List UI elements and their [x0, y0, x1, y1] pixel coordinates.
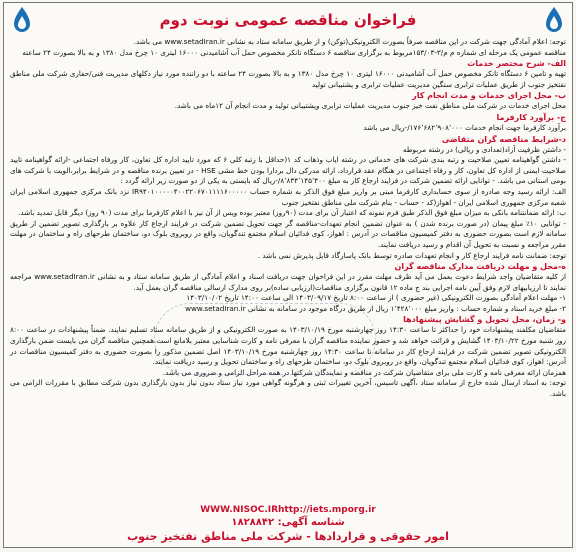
id-card-note: همزمان ارائه معرفی نامه و کارت ملی برای متقاضیان شرکت در مناقصه و نمایندگان شرکتها در همه مراحل الزامی و ضروری می باشد. — [162, 367, 566, 377]
requirement-capacity: - داشتن ظرفیت آزاد(تعدادی و ریالی) در رشته مربوطه — [402, 144, 566, 154]
submission-text: متقاضیان مکلفند پیشنهادات خود را حداکثر تا ساعت ۱۴:۳۰ روز چهارشنبه مورخ ۱۴۰۳/۱۰/۱۹ به صورت الکترونیکی و از طریق سامانه ستاد تسلیم نمایند. ضمناً پیشنهادات در ساعت ۸:۰۰ روز شنبه مورخ ۱۴۰۳/۱۰/۲۲ گشایش و قرائت خواهد شد و حضور نماینده مناقصه گران با معرفی نامه و کارت شناسایی معتبر بلامانع است.همچنین مناقصه گران می بایست ضمن بارگذاری الکترونیکی تصویر تضمین شرکت در فرایند ارجاع کار در سامانه تا ساعت ۱۴:۳۰ روز چهارشنبه مورخ ۱۴۰۳/۱۰/۱۹ اصل تضمین مذکور را بصورت حضوری به دفتر کمیسیون مناقصات در آدرس: اهواز، کوی فدائیان اسلام مجتمع تندگویان، واقع در روبروی بلوک دو، ساختمان طرحهای راه و ساختمان تحویل و رسید دریافت نمایند. — [10, 325, 567, 367]
final-note: توجه: به اسناد ارسال شده خارج از سامانه ستاد ،آگهی تاسیس، آخرین تغییرات ثبتی و هرگونه گواهی مورد نیاز ستاد بدون نیاز بدون بارگذاری بدون شرکت مطابق با مقررات الزامی می باشد. — [10, 378, 566, 399]
deadline-text: ۱- مهلت اعلام آمادگی بصورت الکترونیکی (غیر حضوری ) از ساعت ۸:۰۰ تاریخ ۱۴۰۳/۰۹/۱۷ الی ساعت ۱۴:۰۰ تاریخ ۱۴۰۳/۱۰/۰۲ — [186, 293, 566, 303]
notice-body — [4, 37, 572, 400]
issuer-org: امور حقوقی و قراردادها - شرکت ملی مناطق نفتخیز جنوب — [127, 530, 449, 543]
employer-estimate: برآورد کارفرما جهت انجام خدمات ۱۷۶٬۶۸۲٬۹۰۸٬۰۰۰/-ریال می باشد — [363, 122, 566, 132]
tender-description: مناقصه عمومی یک مرحله ای شماره م م/۳-۱۵۳/۰۳مربوط به برگزاری مناقصه ۶ دستگاه تانکر مخصوص حمل آب آشامیدنی ۱۶۰۰۰ لیتری ۱۰ چرخ مدل ۱۳۸۰ و به بالا بصورت ۲۴ ساعته — [22, 47, 566, 57]
tender-notice-page — [3, 2, 573, 548]
notice-footer — [4, 505, 572, 543]
ad-code: شناسه آگهی: ۱۸۲۸۸۴۲ — [231, 517, 345, 528]
section-be-heading: ب- محل اجرای خدمات و مدت انجام کار — [412, 91, 566, 101]
pasargad-note: توجه: ضمانت نامه فرایند ارجاع کار و انجام تعهدات صادره توسط بانک پاسارگاد قابل پذیرش نمی باشد . — [257, 250, 566, 260]
section-he-heading: ه-محل و مهلت دریافت مدارک مناقصه گران — [394, 262, 566, 272]
guarantee-option-b: ب: ارائه ضمانتنامه بانکی به میزان مبلغ فوق الذکر طبق فرم نمونه که اعتبار آن برای مدت (۹۰روز) معتبر بوده ویس از آن نیز با اعلام کارفرما برای مدت (۹۰ روز) دیگر قابل تمدید باشد. — [18, 208, 566, 218]
section-vav-heading: و- زمان، محل تحویل و گشایش پیشنهادها — [403, 315, 566, 325]
notice-header — [4, 3, 572, 37]
nioc-logo-icon — [10, 6, 34, 34]
document-fee-text: ۲- مبلغ خرید اسناد و شماره حساب : واریز مبلغ ۱٬۴۲۸٬۰۰۰ ریال از طریق درگاه موجود در سامانه به نشانی www.setadIran.ir — [185, 303, 566, 313]
guarantee-option-a: الف: ارائه رسید وجه صادره از سوی حسابداری کارفرما مبنی بر واریز مبلغ فوق الذکر به شماره حساب IR۹۴۰۱۰۰۰۰۰۴۰۰۲۲۰۶۷۰۱۱۱۱۶۰۰۰۰۰ نزد بانک مرکزی جمهوری اسلامی ایران شعبه مرکزی جمهوری اسلامی ایران - اهواز(کد - حساب - بنام شرکت ملی مناطق نفتخیز جنوب — [10, 186, 566, 207]
service-location: محل اجرای خدمات در شرکت ملی مناطق نفت خیز جنوب مدیریت عملیات ترابری وپشتیبانی تولید و مدت انجام آن ۱۲ماه می باشد. — [174, 101, 566, 111]
notice-title: فراخوان مناقصه عمومی نوبت دوم — [159, 11, 417, 29]
invitation-text: از کلیه متقاضیان واجد شرایط دعوت بعمل می آید ظرف مهلت مقرر در این فراخوان جهت دریافت اسناد و اعلام آمادگی از طریق سامانه ستاد و به نشانی www.setadIran.ir مراجعه نمایند تا ارزیابیهای لازم وفق آیین نامه اجرایی بند ج ماده ۱۲ قانون برگزاری مناقصات(ارزیابی ساده)بر روی مدارک ارسالی مناقصه گران بعمل آید. — [10, 272, 566, 292]
performance-guarantee: - توانایی ۱۰٪ مبلغ پیمان (در صورت برنده شدن ) به عنوان تضمین انجام تعهدات-مناقصه گر جهت تحویل تضمین شرکت در فرایند ارجاع کار علاوه بر بارگذاری تصویر تضمین از طریق سامانه لازم است بصورت حضوری به دفتر کمیسیون مناقصات در آدرس : اهواز، کوی فدائیان اسلام مجتمع تندگویان، واقع در روبروی بلوک دو، ساختمان طرحهای راه و ساختمان در مهلت مقرر مراجعه و نسبت به تحویل آن اقدام و رسید دریافت نمایند. — [10, 218, 566, 249]
nisoc-logo-icon — [542, 6, 566, 34]
requirement-certificate: - داشتن گواهینامه تعیین صلاحیت و رتبه بندی شرکت های خدماتی در رشته ایاب وذهاب کد ۱(حداقل با رتبه کلی ۶ که مورد تایید اداره کل تعاون، کار ورفاه اجتماعی -ارائه گواهینامه تایید صلاحیت ایمنی از اداره کل تعاون، کار و رفاه اجتماعی در هنگام عقد قرارداد، ارائه مدرکی دال بردارا بودن خط مشی HSE - در تعیین برنده مناقصه و در شرایط برابر،الویت با شرکت های بومی استانی می باشد. - توانایی ارائه تضمین شرکت در فرایند ارجاع کار به مبلغ ۸٬۸۳۴٬۱۴۵٬۴۰۰/-ریال که بایستی به یکی از دو صورت زیر ارائه گردد : — [10, 155, 566, 186]
website-link[interactable]: WWW.NISOC.IRhttp://iets.mporg.ir — [200, 505, 376, 515]
intro-notice: توجه: اعلام آمادگی جهت شرکت در این مناقصه صرفاً بصورت الکترونیکی(توکن) و از طریق سامانه ستاد به نشانی www.setadIran.ir می باشد. — [133, 37, 566, 46]
services-summary: تهیه و تامین ۶ دستگاه تانکر مخصوص حمل آب آشامیدنی ۱۶۰۰۰ لیتری ۱۰ چرخ مدل ۱۳۸۰ و به بالا بصورت ۲۴ ساعته با دو راننده مورد نیاز دکلهای مدیریت فنی/حفاری شرکت ملی مناطق نفتخیز جنوب از طریق عملیات ترابری ستگین مدیریت عملیات ترابری و پشتیبانی تولید — [10, 69, 566, 89]
section-alef-heading: الف- شرح مختصر خدمات — [467, 59, 566, 69]
section-dal-heading: د-شرایط مناقصه گران متقاضی — [441, 134, 566, 144]
section-jim-heading: ج- برآورد کارفرما — [496, 112, 566, 122]
